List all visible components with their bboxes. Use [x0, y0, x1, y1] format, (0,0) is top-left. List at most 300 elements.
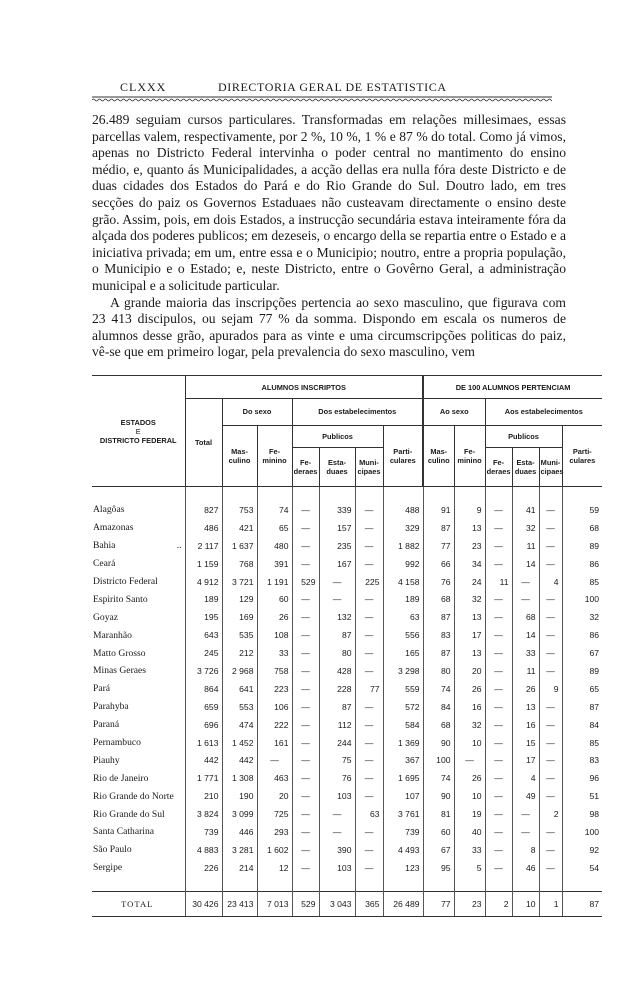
table-cell: 10	[454, 787, 485, 805]
state-name-text: Districto Federal	[93, 576, 158, 587]
table-cell: 486	[185, 519, 222, 537]
table-cell: —	[539, 859, 562, 877]
state-name	[92, 573, 185, 591]
table-cell: 87	[423, 608, 454, 626]
table-cell: 725	[257, 805, 292, 823]
table-cell: 41	[512, 501, 539, 519]
table-cell: 23	[454, 891, 485, 916]
table-cell: 91	[423, 501, 454, 519]
table-cell: 13	[454, 608, 485, 626]
table-cell: —	[485, 608, 512, 626]
state-name-text: Parahyba	[93, 701, 129, 713]
table-cell: 65	[562, 680, 602, 698]
table-cell: 428	[319, 662, 355, 680]
table-cell: —	[355, 841, 383, 859]
table-cell: 1 159	[185, 555, 222, 573]
table-row	[92, 555, 602, 573]
table-row	[92, 590, 602, 608]
state-name	[92, 787, 185, 805]
table-cell: 3 298	[383, 662, 423, 680]
table-cell: 95	[423, 859, 454, 877]
table-cell: 33	[512, 644, 539, 662]
table-cell: 1	[539, 891, 562, 916]
table-cell: 76	[319, 769, 355, 787]
state-name-text: Santa Catharina	[93, 826, 155, 838]
table-cell: —	[485, 590, 512, 608]
table-cell: —	[292, 734, 319, 752]
table-cell: 83	[423, 626, 454, 644]
state-name-text: Sergipe	[93, 862, 123, 874]
table-cell: —	[355, 590, 383, 608]
table-cell: 20	[257, 787, 292, 805]
state-name-text: São Paulo	[93, 844, 132, 856]
table-cell: 4 912	[185, 573, 222, 591]
table-cell: 339	[319, 501, 355, 519]
table-cell: 529	[292, 891, 319, 916]
table-cell: —	[512, 805, 539, 823]
header-pct-municipaes: Muni-cipaes	[539, 448, 562, 487]
table-cell: 235	[319, 537, 355, 555]
table-cell: —	[539, 662, 562, 680]
table-cell: 3 099	[222, 805, 257, 823]
table-row	[92, 698, 602, 716]
state-name-text: Pernambuco	[93, 737, 141, 749]
table-cell: 488	[383, 501, 423, 519]
table-cell: —	[355, 644, 383, 662]
table-cell: 123	[383, 859, 423, 877]
table-cell: 67	[562, 644, 602, 662]
table-cell: 68	[423, 590, 454, 608]
table-cell: 98	[562, 805, 602, 823]
table-cell: —	[539, 537, 562, 555]
table-cell: —	[319, 573, 355, 591]
table-cell: 293	[257, 823, 292, 841]
state-name	[92, 823, 185, 841]
body-text	[92, 112, 566, 361]
table-cell: 189	[185, 590, 222, 608]
table-cell: 10	[512, 891, 539, 916]
table-cell: —	[539, 590, 562, 608]
table-cell: 535	[222, 626, 257, 644]
table-cell: —	[319, 823, 355, 841]
table-cell: 32	[454, 590, 485, 608]
table-cell: 40	[454, 823, 485, 841]
table-cell: —	[539, 716, 562, 734]
table-row	[92, 501, 602, 519]
state-name-text: Rio Grande do Norte	[93, 790, 174, 802]
table-cell: 20	[454, 662, 485, 680]
header-wavy-rule	[92, 96, 552, 102]
table-row	[92, 751, 602, 769]
table-cell: 3 043	[319, 891, 355, 916]
table-cell: 753	[222, 501, 257, 519]
table-cell: 643	[185, 626, 222, 644]
table-cell: 827	[185, 501, 222, 519]
paragraph-1: 26.489 seguiam cursos particulares. Transformadas em relações millesimaes, essas parcellas valem, respectivamente, por 2 %, 10 %, 1 % e 87 % do total. Como já vimos, apenas no Districto Federal intervinha o poder central no mantimento do ensino médio, e, quanto ás Municipalidades, a acção dellas era nulla fóra deste Districto e de duas cidades dos Estados do Pará e do Rio Grande do Sul. Doutro lado, em tres secções do paiz os Governos Estaduaes não custeavam directamente o ensino deste grão. Assim, pois, em dois Estados, a instrucção secundária estava inteiramente fóra da alçada dos poderes publicos; em dezeseis, o encargo della se repartia entre o Estado e a iniciativa privada; em um, entre essa e o Municipio; noutro, entre a propria população, o Municipio e o Estado; e, neste Districto, entre o Govêrno Geral, a administração municipal e a solicitude particular.	[92, 112, 566, 293]
table-cell: 1 308	[222, 769, 257, 787]
table-cell: —	[485, 555, 512, 573]
table-cell: 222	[257, 716, 292, 734]
header-alumnos-inscriptos: ALUMNOS INSCRIPTOS	[185, 376, 423, 399]
table-cell: 33	[257, 644, 292, 662]
table-cell: 80	[319, 644, 355, 662]
table-cell: 556	[383, 626, 423, 644]
state-name-text: Rio de Janeiro	[93, 772, 149, 784]
table-cell: 13	[512, 698, 539, 716]
table-cell: 9	[454, 501, 485, 519]
spacer-row	[92, 877, 602, 892]
state-name-text: Matto Grosso	[93, 647, 146, 659]
table-cell: —	[355, 537, 383, 555]
table-cell: 2 968	[222, 662, 257, 680]
table-cell: 559	[383, 680, 423, 698]
table-cell: 3 726	[185, 662, 222, 680]
table-cell: 8	[512, 841, 539, 859]
statistics-table	[92, 375, 600, 917]
table-cell: —	[485, 680, 512, 698]
table-cell: 1 882	[383, 537, 423, 555]
table-cell: 2	[539, 805, 562, 823]
table-cell: 7 013	[257, 891, 292, 916]
table-cell: —	[292, 644, 319, 662]
table-cell: 83	[562, 751, 602, 769]
table-cell: 86	[562, 555, 602, 573]
table-cell: 864	[185, 680, 222, 698]
table-cell: 226	[185, 859, 222, 877]
state-name-text: Pará	[93, 683, 111, 695]
table-cell: 367	[383, 751, 423, 769]
table-cell: 32	[512, 519, 539, 537]
table-cell: 5	[454, 859, 485, 877]
table-cell: 66	[423, 555, 454, 573]
table-cell: —	[539, 787, 562, 805]
table-cell: 68	[423, 716, 454, 734]
header-estados-e: E	[135, 426, 141, 436]
header-estaduaes: Esta-duaes	[319, 448, 355, 487]
state-name-text: Piauhy	[93, 754, 120, 766]
table-cell: 34	[454, 555, 485, 573]
table-cell: 442	[185, 751, 222, 769]
table-cell: 169	[222, 608, 257, 626]
table-row	[92, 734, 602, 752]
table-cell: 30 426	[185, 891, 222, 916]
total-label	[92, 891, 185, 916]
state-name	[92, 537, 185, 555]
table-cell: 212	[222, 644, 257, 662]
table-cell: —	[485, 644, 512, 662]
table-row	[92, 644, 602, 662]
table-cell: —	[539, 734, 562, 752]
table-cell: 76	[423, 573, 454, 591]
table-cell: —	[355, 662, 383, 680]
table-cell: —	[485, 751, 512, 769]
table-cell: 26	[512, 680, 539, 698]
table-cell: 100	[423, 751, 454, 769]
state-name	[92, 680, 185, 698]
table-cell: —	[355, 823, 383, 841]
table-cell: 442	[222, 751, 257, 769]
table-cell: 92	[562, 841, 602, 859]
state-name	[92, 519, 185, 537]
table-cell: 12	[257, 859, 292, 877]
table-cell: 2	[485, 891, 512, 916]
table-cell: —	[485, 734, 512, 752]
table-cell: 553	[222, 698, 257, 716]
header-aos-estabelecimentos: Aos estabelecimentos	[485, 399, 602, 426]
table-cell: 75	[319, 751, 355, 769]
table-cell: 85	[562, 734, 602, 752]
table-cell: 103	[319, 787, 355, 805]
header-municipaes: Muni-cipaes	[355, 448, 383, 487]
header-de-100-alumnos: DE 100 ALUMNOS PERTENCIAM	[423, 376, 602, 399]
state-name	[92, 644, 185, 662]
table-cell: —	[512, 823, 539, 841]
table-cell: 74	[257, 501, 292, 519]
table-cell: —	[355, 519, 383, 537]
table-cell: 11	[485, 573, 512, 591]
table-cell: 195	[185, 608, 222, 626]
table-cell: 87	[562, 891, 602, 916]
state-name	[92, 662, 185, 680]
table-cell: —	[485, 501, 512, 519]
table-cell: —	[355, 608, 383, 626]
table-cell: 84	[562, 716, 602, 734]
table-cell: —	[292, 555, 319, 573]
table-cell: —	[292, 501, 319, 519]
table-cell: 245	[185, 644, 222, 662]
table-cell: 474	[222, 716, 257, 734]
state-name	[92, 841, 185, 859]
table-cell: —	[355, 751, 383, 769]
table-cell: 1 771	[185, 769, 222, 787]
table-cell: 86	[562, 626, 602, 644]
state-name-text: Ceará	[93, 558, 116, 570]
table-cell: —	[485, 823, 512, 841]
table-cell: —	[292, 608, 319, 626]
table-cell: 46	[512, 859, 539, 877]
table-cell: 129	[222, 590, 257, 608]
table-cell: —	[539, 501, 562, 519]
table-cell: 89	[562, 662, 602, 680]
table-cell: 329	[383, 519, 423, 537]
table-cell: —	[257, 751, 292, 769]
table-cell: 2 117	[185, 537, 222, 555]
table-cell: 80	[423, 662, 454, 680]
table-row	[92, 519, 602, 537]
table-cell: —	[292, 537, 319, 555]
table-cell: 480	[257, 537, 292, 555]
table-cell: 132	[319, 608, 355, 626]
table-cell: 63	[355, 805, 383, 823]
state-name-text: Bahia	[93, 540, 116, 552]
table-cell: 3 761	[383, 805, 423, 823]
state-name-text: Paraná	[93, 719, 120, 731]
header-particulares: Parti-culares	[383, 425, 423, 487]
table-cell: —	[292, 859, 319, 877]
table-cell: 100	[562, 590, 602, 608]
table-cell: 9	[539, 680, 562, 698]
table-cell: 1 191	[257, 573, 292, 591]
table-cell: 63	[383, 608, 423, 626]
table-cell: 4 158	[383, 573, 423, 591]
table-cell: 696	[185, 716, 222, 734]
state-name	[92, 590, 185, 608]
table-row	[92, 787, 602, 805]
table-cell: 49	[512, 787, 539, 805]
state-name-text: Rio Grande do Sul	[93, 808, 165, 820]
header-dos-estabelecimentos: Dos estabelecimentos	[292, 399, 423, 426]
table-cell: —	[539, 644, 562, 662]
header-pct-federaes: Fe-deraes	[485, 448, 512, 487]
table-cell: 59	[562, 501, 602, 519]
table-cell: —	[292, 805, 319, 823]
table-cell: 26	[454, 769, 485, 787]
table-cell: 3 824	[185, 805, 222, 823]
table-cell: —	[485, 769, 512, 787]
table-cell: 15	[512, 734, 539, 752]
table-cell: 74	[423, 769, 454, 787]
table-cell: 74	[423, 680, 454, 698]
table-cell: 19	[454, 805, 485, 823]
table-row	[92, 662, 602, 680]
table-cell: 758	[257, 662, 292, 680]
table-cell: 90	[423, 734, 454, 752]
header-pct-publicos: Publicos	[485, 425, 562, 448]
table-cell: —	[539, 608, 562, 626]
table-cell: 84	[423, 698, 454, 716]
header-publicos: Publicos	[292, 425, 383, 448]
state-name	[92, 805, 185, 823]
state-name	[92, 501, 185, 519]
table-cell: 100	[562, 823, 602, 841]
table-cell: 13	[454, 644, 485, 662]
table-cell: —	[292, 519, 319, 537]
table-row	[92, 769, 602, 787]
table-cell: —	[539, 555, 562, 573]
header-masculino: Mas-culino	[222, 425, 257, 487]
table-cell: 33	[454, 841, 485, 859]
table-cell: —	[292, 698, 319, 716]
table-cell: 4 883	[185, 841, 222, 859]
table-cell: 391	[257, 555, 292, 573]
table-cell: —	[292, 751, 319, 769]
table-cell: —	[292, 787, 319, 805]
table-cell: 26	[454, 680, 485, 698]
table-cell: 68	[512, 608, 539, 626]
paragraph-2: A grande maioria das inscripções pertencia ao sexo masculino, que figurava com 23 413 discipulos, ou sejam 77 % da somma. Dispondo em escala os numeros de alumnos desse grão, apurados para as vinte e uma circumscripções politicas do paiz, vê-se que em primeiro logar, pela prevalencia do sexo masculino, vem	[92, 294, 566, 360]
table-cell: 89	[562, 537, 602, 555]
table-cell: 739	[185, 823, 222, 841]
table-cell: —	[355, 734, 383, 752]
table-cell: —	[485, 716, 512, 734]
table-row	[92, 716, 602, 734]
table-cell: 107	[383, 787, 423, 805]
table-cell: 1 602	[257, 841, 292, 859]
table-cell: —	[292, 769, 319, 787]
header-ao-sexo: Ao sexo	[423, 399, 485, 426]
table-cell: —	[539, 769, 562, 787]
header-pct-estaduaes: Esta-duaes	[512, 448, 539, 487]
table-cell: 87	[423, 644, 454, 662]
total-row	[92, 891, 602, 916]
table-cell: 87	[562, 698, 602, 716]
table-row	[92, 608, 602, 626]
table-cell: 11	[512, 537, 539, 555]
table-cell: 13	[454, 519, 485, 537]
table-cell: 572	[383, 698, 423, 716]
state-name	[92, 698, 185, 716]
table-row	[92, 537, 602, 555]
table-cell: —	[292, 662, 319, 680]
state-name-text: TOTAL	[121, 898, 154, 909]
table-cell: 3 721	[222, 573, 257, 591]
table-cell: 446	[222, 823, 257, 841]
state-name	[92, 769, 185, 787]
table-cell: 4 493	[383, 841, 423, 859]
table-cell: 1 637	[222, 537, 257, 555]
table-cell: —	[355, 859, 383, 877]
table-cell: —	[355, 787, 383, 805]
table-cell: —	[292, 626, 319, 644]
table-cell: —	[292, 680, 319, 698]
table-cell: —	[539, 751, 562, 769]
table-cell: 641	[222, 680, 257, 698]
state-name	[92, 734, 185, 752]
page-number: CLXXX	[120, 80, 167, 94]
table-cell: —	[512, 590, 539, 608]
table-cell: 16	[454, 698, 485, 716]
table-cell: 26 489	[383, 891, 423, 916]
table-cell: —	[485, 537, 512, 555]
table-cell: 4	[512, 769, 539, 787]
spacer-row	[92, 487, 602, 502]
state-name	[92, 626, 185, 644]
table-cell: 244	[319, 734, 355, 752]
state-name	[92, 716, 185, 734]
table-body	[92, 487, 602, 917]
table-cell: 81	[423, 805, 454, 823]
table-cell: —	[355, 626, 383, 644]
table-cell: 112	[319, 716, 355, 734]
header-pct-masculino: Mas-culino	[423, 425, 454, 487]
table-cell: 529	[292, 573, 319, 591]
table-cell: —	[485, 805, 512, 823]
table-cell: 14	[512, 626, 539, 644]
table-cell: —	[355, 555, 383, 573]
table-cell: 210	[185, 787, 222, 805]
table-cell: 365	[355, 891, 383, 916]
table-cell: 1 452	[222, 734, 257, 752]
table-cell: 60	[423, 823, 454, 841]
table-cell: 23	[454, 537, 485, 555]
table-cell: 4	[539, 573, 562, 591]
table-cell: —	[355, 698, 383, 716]
table-cell: 77	[355, 680, 383, 698]
table-cell: —	[485, 519, 512, 537]
table-cell: —	[539, 698, 562, 716]
state-name	[92, 859, 185, 877]
table-cell: 190	[222, 787, 257, 805]
table-cell: —	[355, 769, 383, 787]
table-cell: —	[539, 823, 562, 841]
table-row	[92, 680, 602, 698]
table-cell: —	[485, 841, 512, 859]
table-row	[92, 841, 602, 859]
table-cell: 14	[512, 555, 539, 573]
table-cell: 165	[383, 644, 423, 662]
leader-dots: ..	[176, 540, 182, 552]
table-cell: 659	[185, 698, 222, 716]
